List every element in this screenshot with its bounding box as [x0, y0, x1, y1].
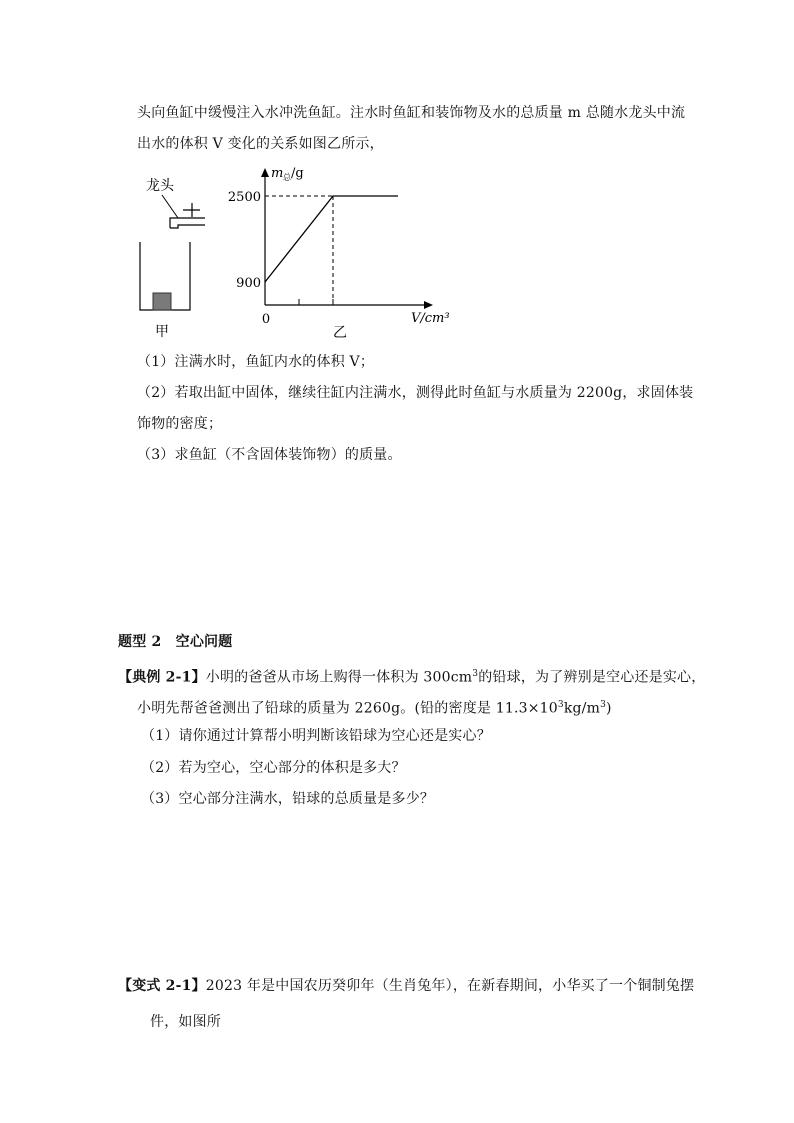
question-1-2: （2）若取出缸中固体，继续往缸内注满水，测得此时鱼缸与水质量为 2200g，求固体装	[137, 385, 694, 401]
intro-line-2: 出水的体积 V 变化的关系如图乙所示，	[137, 136, 384, 152]
figure-yi-chart	[228, 158, 468, 343]
example-line-1: 【典例 2-1】小明的爸爸从市场上购得一体积为 $300cm^3$的铅球，为了辨别是空心还是实心，	[118, 669, 706, 686]
section-heading: 题型 2 空心问题	[118, 634, 233, 650]
tap-label: 龙头	[146, 178, 174, 194]
question-1-3: （3）求鱼缸（不含固体装饰物）的质量。	[137, 447, 402, 463]
question-1-2-cont: 饰物的密度；	[137, 416, 223, 432]
intro-line-1: 头向鱼缸中缓慢注入水冲洗鱼缸。注水时鱼缸和装饰物及水的总质量 m 总随水龙头中流	[137, 105, 686, 121]
variant-line-2: 件，如图所	[150, 1014, 221, 1030]
example-question-2: （2）若为空心，空心部分的体积是多大？	[141, 760, 406, 776]
figure-jia	[130, 170, 230, 345]
y-axis-arrow	[261, 168, 269, 177]
caption-jia: 甲	[155, 324, 169, 340]
y-axis-subscript: 总	[283, 173, 291, 182]
tap-pointer-line	[162, 195, 178, 218]
decoration-block	[153, 293, 171, 310]
y-tick-label-900: 900	[236, 276, 261, 291]
example-line-2: 小明先帮爸爸测出了铅球的质量为 2260g。(铅的密度是 $11.3\times 10^3kg/m^3$)	[137, 700, 612, 717]
tap-spout	[170, 218, 205, 228]
question-1-1: （1）注满水时，鱼缸内水的体积 V；	[137, 354, 375, 370]
origin-label: 0	[261, 312, 271, 327]
x-axis-label: V/cm³	[411, 311, 450, 326]
y-axis-unit: /g	[291, 166, 304, 181]
variant-tag: 【变式 2-1】	[118, 978, 206, 994]
example-question-1: （1）请你通过计算帮小明判断该铅球为空心还是实心？	[141, 728, 491, 744]
example-question-3: （3）空心部分注满水，铅球的总质量是多少？	[141, 791, 435, 807]
y-axis-label: m	[271, 166, 284, 181]
data-series-line	[265, 196, 398, 282]
example-tag: 【典例 2-1】	[118, 669, 206, 686]
x-axis-arrow	[424, 301, 433, 309]
y-tick-label-2500: 2500	[228, 190, 261, 205]
caption-yi: 乙	[333, 325, 347, 341]
variant-line-1: 【变式 2-1】2023 年是中国农历癸卯年（生肖兔年），在新春期间，小华买了一个铜制兔摆	[118, 978, 695, 994]
